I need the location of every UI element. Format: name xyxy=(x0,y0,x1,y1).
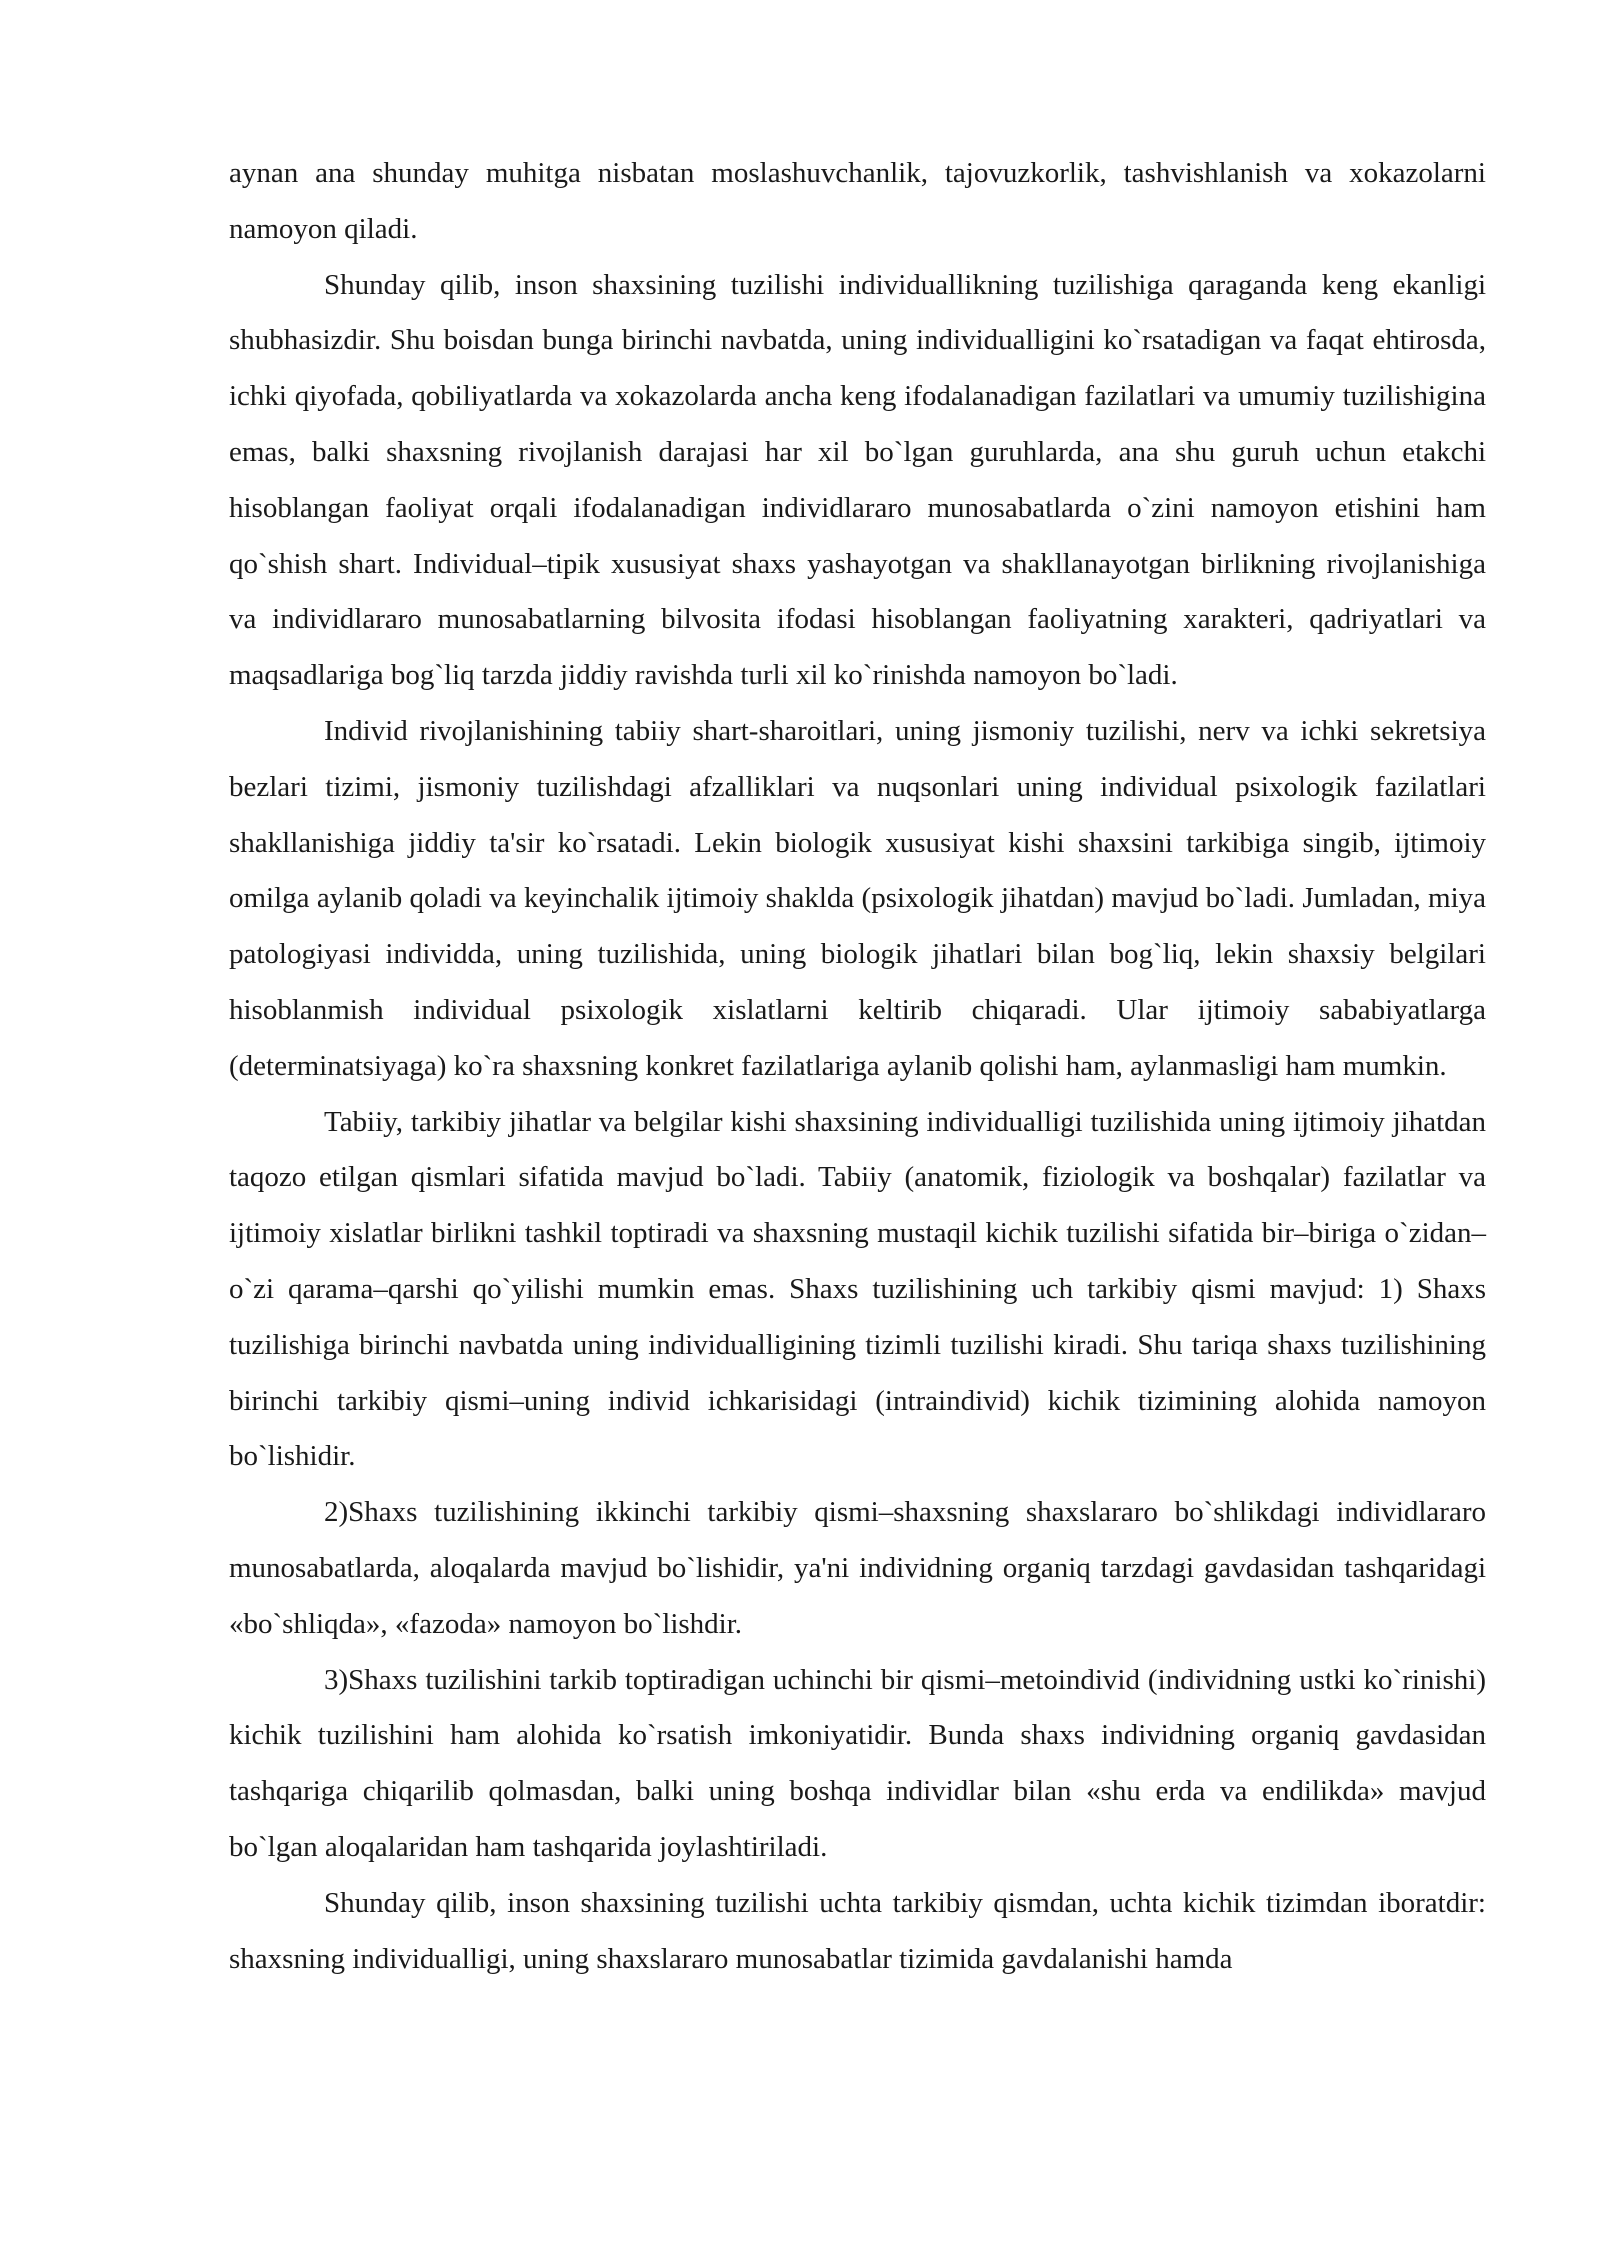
paragraph-continuation: aynan ana shunday muhitga nisbatan moslashuvchanlik, tajovuzkorlik, tashvishlanish va xokazolarni namoyon qiladi. xyxy=(229,157,1486,245)
paragraph: 2)Shaxs tuzilishining ikkinchi tarkibiy qismi–shaxsning shaxslararo bo`shlikdagi individlararo munosabatlarda, aloqalarda mavjud bo`lishidir, ya'ni individning organiq tarzdagi gavdasidan tashqaridagi «bo`shliqda», «fazoda» namoyon bo`lishdir. xyxy=(229,1496,1486,1640)
paragraph: 3)Shaxs tuzilishini tarkib toptiradigan uchinchi bir qismi–metoindivid (individning ustki ko`rinishi) kichik tuzilishini ham alohida ko`rsatish imkoniyatidir. Bunda shaxs individning organiq gavdasidan tashqariga chiqarilib qolmasdan, balki uning boshqa individlar bilan «shu erda va endilikda» mavjud bo`lgan aloqalaridan ham tashqarida joylashtiriladi. xyxy=(229,1663,1486,1863)
document-page xyxy=(229,146,1486,1987)
paragraph: Individ rivojlanishining tabiiy shart-sharoitlari, uning jismoniy tuzilishi, nerv va ichki sekretsiya bezlari tizimi, jismoniy tuzilishdagi afzalliklari va nuqsonlari uning individual psixologik fazilatlari shakllanishiga jiddiy ta'sir ko`rsatadi. Lekin biologik xususiyat kishi shaxsini tarkibiga singib, ijtimoiy omilga aylanib qoladi va keyinchalik ijtimoiy shaklda (psixologik jihatdan) mavjud bo`ladi. Jumladan, miya patologiyasi individda, uning tuzilishida, uning biologik jihatlari bilan bog`liq, lekin shaxsiy belgilari hisoblanmish individual psixologik xislatlarni keltirib chiqaradi. Ular ijtimoiy sababiyatlarga (determinatsiyaga) ko`ra shaxsning konkret fazilatlariga aylanib qolishi ham, aylanmasligi ham mumkin. xyxy=(229,714,1486,1082)
paragraph: Tabiiy, tarkibiy jihatlar va belgilar kishi shaxsining individualligi tuzilishida uning ijtimoiy jihatdan taqozo etilgan qismlari sifatida mavjud bo`ladi. Tabiiy (anatomik, fiziologik va boshqalar) fazilatlar va ijtimoiy xislatlar birlikni tashkil toptiradi va shaxsning mustaqil kichik tuzilishi sifatida bir–biriga o`zidan–o`zi qarama–qarshi qo`yilishi mumkin emas. Shaxs tuzilishining uch tarkibiy qismi mavjud: 1) Shaxs tuzilishiga birinchi navbatda uning individualligining tizimli tuzilishi kiradi. Shu tariqa shaxs tuzilishining birinchi tarkibiy qismi–uning individ ichkarisidagi (intraindivid) kichik tizimining alohida namoyon bo`lishidir. xyxy=(229,1105,1486,1473)
paragraph: Shunday qilib, inson shaxsining tuzilishi individuallikning tuzilishiga qaraganda keng ekanligi shubhasizdir. Shu boisdan bunga birinchi navbatda, uning individualligini ko`rsatadigan va faqat ehtirosda, ichki qiyofada, qobiliyatlarda va xokazolarda ancha keng ifodalanadigan fazilatlari va umumiy tuzilishigina emas, balki shaxsning rivojlanish darajasi har xil bo`lgan guruhlarda, ana shu guruh uchun etakchi hisoblangan faoliyat orqali ifodalanadigan individlararo munosabatlarda o`zini namoyon etishini ham qo`shish shart. Individual–tipik xususiyat shaxs yashayotgan va shakllanayotgan birlikning rivojlanishiga va individlararo munosabatlarning bilvosita ifodasi hisoblangan faoliyatning xarakteri, qadriyatlari va maqsadlariga bog`liq tarzda jiddiy ravishda turli xil ko`rinishda namoyon bo`ladi. xyxy=(229,268,1486,692)
paragraph: Shunday qilib, inson shaxsining tuzilishi uchta tarkibiy qismdan, uchta kichik tizimdan iboratdir: shaxsning individualligi, uning shaxslararo munosabatlar tizimida gavdalanishi hamda xyxy=(229,1886,1486,1975)
